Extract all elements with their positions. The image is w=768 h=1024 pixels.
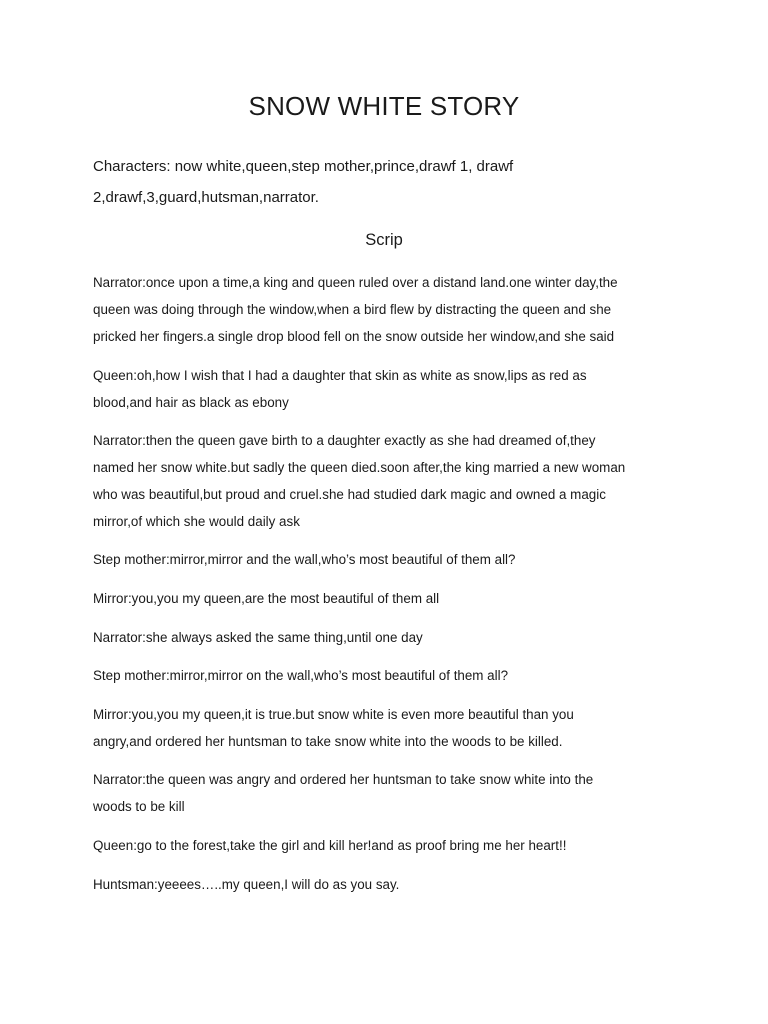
- script-paragraph: [93, 546, 675, 573]
- script-paragraph: [93, 362, 675, 416]
- script-heading: Scrip: [365, 231, 403, 249]
- script-line: Mirror:you,you my queen,are the most beautiful of them all: [93, 591, 440, 606]
- script-paragraph: [93, 585, 675, 612]
- script-line: queen was doing through the window,when a bird flew by distracting the queen and she: [93, 302, 612, 317]
- characters-line-1: Characters: now white,queen,step mother,prince,drawf 1, drawf: [93, 158, 514, 175]
- characters-list: [93, 151, 653, 213]
- script-line: Narrator:then the queen gave birth to a daughter exactly as she had dreamed of,they: [93, 433, 596, 448]
- script-paragraph: [93, 832, 675, 859]
- script-line: who was beautiful,but proud and cruel.she had studied dark magic and owned a magic: [93, 487, 606, 502]
- script-line: Queen:oh,how I wish that I had a daughter that skin as white as snow,lips as red as: [93, 368, 587, 383]
- script-paragraph: [93, 662, 675, 689]
- script-line: named her snow white.but sadly the queen died.soon after,the king married a new woman: [93, 460, 626, 475]
- script-line: Step mother:mirror,mirror on the wall,who’s most beautiful of them all?: [93, 668, 509, 683]
- script-line: Queen:go to the forest,take the girl and kill her!and as proof bring me her heart!!: [93, 838, 567, 853]
- script-paragraph: [93, 701, 675, 755]
- script-line: pricked her fingers.a single drop blood fell on the snow outside her window,and she said: [93, 329, 615, 344]
- script-line: angry,and ordered her huntsman to take snow white into the woods to be killed.: [93, 734, 563, 749]
- script-line: Narrator:once upon a time,a king and queen ruled over a distand land.one winter day,the: [93, 275, 618, 290]
- script-line: woods to be kill: [93, 799, 185, 814]
- script-line: Step mother:mirror,mirror and the wall,who’s most beautiful of them all?: [93, 552, 516, 567]
- script-paragraph: [93, 427, 675, 535]
- script-line: Narrator:she always asked the same thing,until one day: [93, 630, 423, 645]
- script-paragraph: [93, 766, 675, 820]
- script-line: Narrator:the queen was angry and ordered her huntsman to take snow white into the: [93, 772, 594, 787]
- script-line: mirror,of which she would daily ask: [93, 514, 300, 529]
- script-line: Huntsman:yeeees…..my queen,I will do as you say.: [93, 877, 400, 892]
- script-paragraph: [93, 871, 675, 898]
- script-paragraph: [93, 624, 675, 651]
- characters-line-2: 2,drawf,3,guard,hutsman,narrator.: [93, 189, 319, 206]
- script-line: Mirror:you,you my queen,it is true.but snow white is even more beautiful than you: [93, 707, 574, 722]
- script-paragraph: [93, 269, 675, 350]
- page-title: SNOW WHITE STORY: [248, 91, 520, 121]
- script-line: blood,and hair as black as ebony: [93, 395, 289, 410]
